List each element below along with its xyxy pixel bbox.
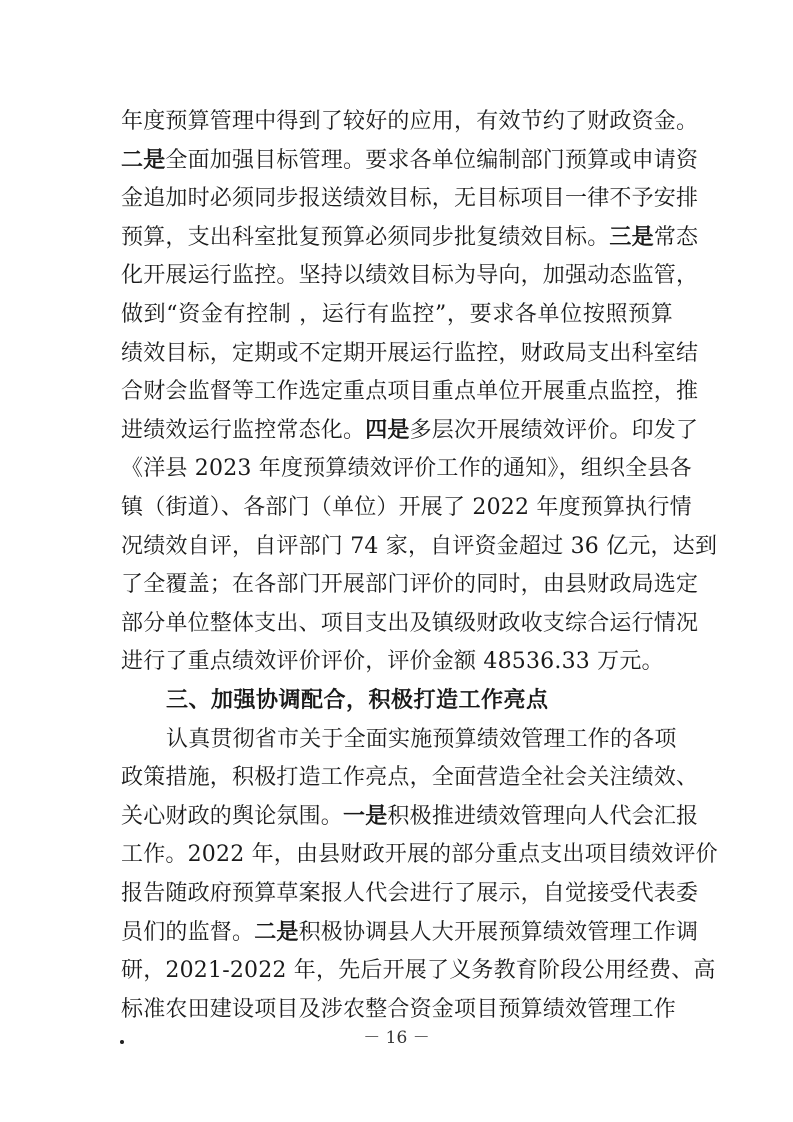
text-segment: 金追加时必须同步报送绩效目标，无目标项目一律不予安排: [121, 186, 699, 211]
text-line: [121, 951, 716, 991]
text-segment: 工作。2022 年，由县财政开展的部分重点支出项目绩效评价: [121, 842, 718, 867]
text-segment: 员们的监督。: [121, 920, 255, 945]
emphasis-keyword: 二是: [121, 148, 166, 173]
text-segment: 《洋县 2023 年度预算绩效评价工作的通知》，组织全县各: [121, 456, 692, 481]
text-segment: 积极协调县人大开展预算绩效管理工作调: [298, 920, 699, 945]
emphasis-keyword: 二是: [254, 920, 299, 945]
text-line: [166, 720, 677, 760]
text-line: [121, 334, 699, 374]
text-line: [121, 411, 699, 451]
text-segment: 标准农田建设项目及涉农整合资金项目预算绩效管理工作: [121, 997, 677, 1022]
text-line: [121, 295, 673, 335]
emphasis-keyword: 三是: [609, 225, 654, 250]
text-segment: 部分单位整体支出、项目支出及镇级财政收支综合运行情况: [121, 611, 699, 636]
text-segment: 进绩效运行监控常态化。: [121, 418, 366, 443]
text-segment: 政策措施，积极打造工作亮点，全面营造全社会关注绩效、: [121, 765, 699, 790]
text-segment: 多层次开展绩效评价。印发了: [409, 418, 699, 443]
margin-dot: [120, 1040, 124, 1044]
text-segment: 年度预算管理中得到了较好的应用，有效节约了财政资金。: [121, 109, 699, 134]
text-segment: 预算，支出科室批复预算必须同步批复绩效目标。: [121, 225, 610, 250]
text-segment: 进行了重点绩效评价评价，评价金额 48536.33 万元。: [121, 649, 664, 674]
text-line: [121, 527, 718, 567]
text-segment: 合财会监督等工作选定重点项目重点单位开展重点监控，推: [121, 379, 699, 404]
text-line: [121, 179, 699, 219]
text-line: [121, 565, 699, 605]
page-number: － 16 －: [363, 1028, 430, 1048]
text-segment: 全面加强目标管理。要求各单位编制部门预算或申请资: [165, 148, 699, 173]
text-segment: 做到“资金有控制 ，运行有监控”，要求各单位按照预算: [121, 302, 673, 327]
text-line: [121, 372, 699, 412]
text-line: [121, 488, 692, 528]
text-line: [121, 256, 699, 296]
section-heading: 三、加强协调配合，积极打造工作亮点: [166, 688, 549, 713]
text-segment: 镇（街道）、各部门（单位）开展了 2022 年度预算执行情: [121, 495, 692, 520]
text-segment: 了全覆盖；在各部门开展部门评价的同时，由县财政局选定: [121, 572, 699, 597]
text-segment: 研，2021-2022 年，先后开展了义务教育阶段公用经费、高: [121, 958, 716, 983]
emphasis-keyword: 四是: [365, 418, 410, 443]
text-line: [121, 835, 718, 875]
text-segment: 绩效目标，定期或不定期开展运行监控，财政局支出科室结: [121, 341, 699, 366]
text-line: [121, 990, 677, 1030]
text-segment: 况绩效自评，自评部门 74 家，自评资金超过 36 亿元，达到: [121, 534, 718, 559]
emphasis-keyword: 一是: [343, 804, 388, 829]
text-line: [121, 758, 699, 798]
text-segment: 常态: [653, 225, 699, 250]
text-line: [121, 797, 699, 837]
text-line: [121, 642, 673, 682]
text-segment: 报告随政府预算草案报人代会进行了展示，自觉接受代表委: [121, 881, 699, 906]
text-line: [121, 218, 699, 258]
text-segment: 化开展运行监控。坚持以绩效目标为导向，加强动态监管，: [121, 263, 699, 288]
text-line: [121, 102, 699, 142]
text-line: [121, 874, 699, 914]
text-line: [121, 449, 692, 489]
text-line: [121, 604, 699, 644]
text-line: [121, 913, 699, 953]
text-segment: 认真贯彻省市关于全面实施预算绩效管理工作的各项: [166, 727, 677, 752]
text-line: [121, 141, 699, 181]
text-segment: 积极推进绩效管理向人代会汇报: [387, 804, 699, 829]
text-segment: 关心财政的舆论氛围。: [121, 804, 344, 829]
